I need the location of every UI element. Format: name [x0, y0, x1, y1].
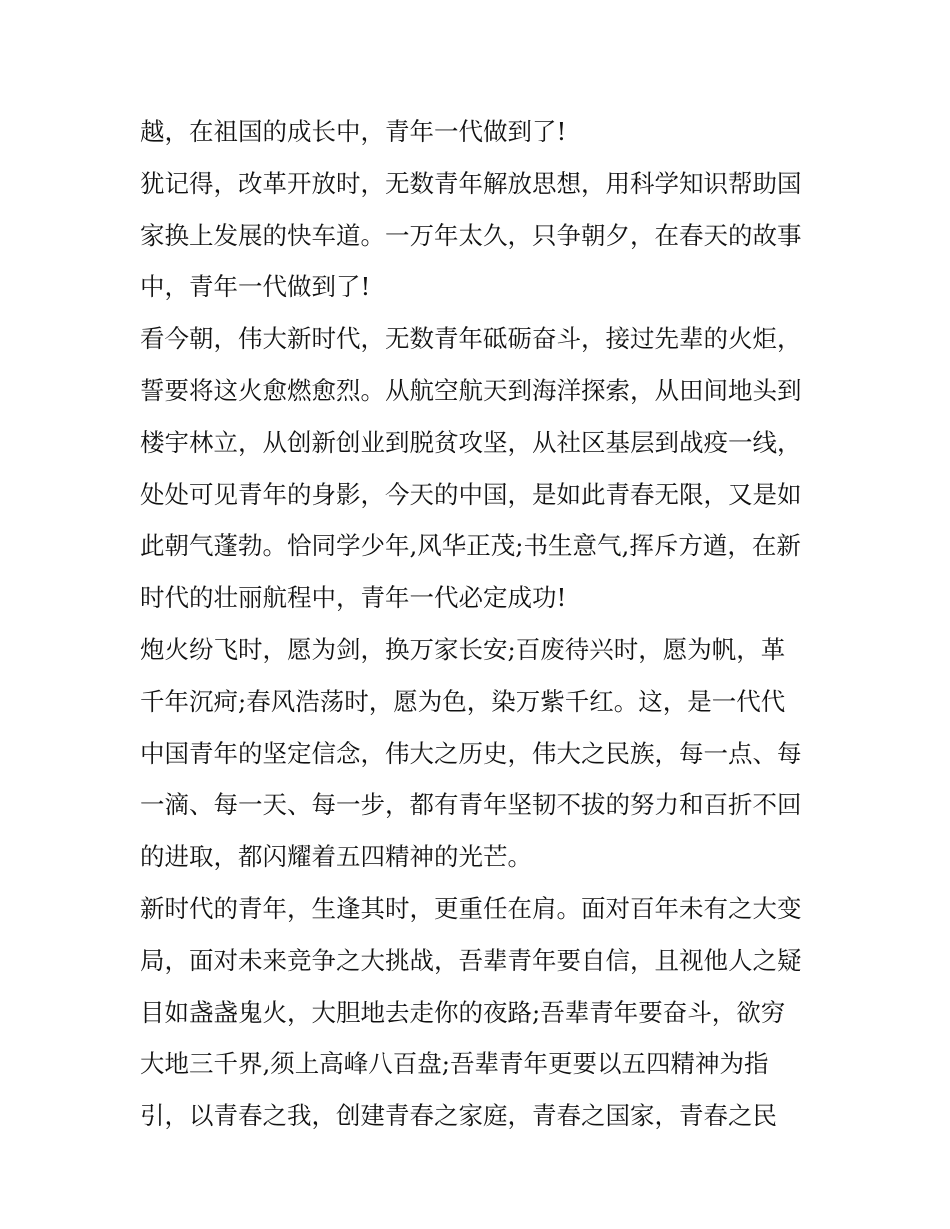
text-line: 楼宇林立，从创新创业到脱贫攻坚，从社区基层到战疫一线， [140, 427, 802, 457]
text-line: 一滴、每一天、每一步，都有青年坚韧不拔的努力和百折不回 [140, 790, 802, 820]
text-line: 中国青年的坚定信念，伟大之历史，伟大之民族，每一点、每 [140, 738, 802, 768]
text-line: 新时代的青年，生逢其时，更重任在肩。面对百年未有之大变 [140, 893, 802, 923]
text-line: 处处可见青年的身影，今天的中国，是如此青春无限，又是如 [140, 479, 802, 509]
text-line: 目如盏盏鬼火，大胆地去走你的夜路;吾辈青年要奋斗，欲穷 [140, 997, 786, 1027]
text-line: 此朝气蓬勃。恰同学少年,风华正茂;书生意气,挥斥方遒，在新 [140, 531, 801, 561]
text-line: 的进取，都闪耀着五四精神的光芒。 [140, 842, 532, 872]
text-line: 越，在祖国的成长中，青年一代做到了! [140, 117, 567, 146]
text-line: 引，以青春之我，创建青春之家庭，青春之国家，青春之民 [140, 1101, 777, 1131]
text-line: 局，面对未来竞争之大挑战，吾辈青年要自信，且视他人之疑 [140, 945, 802, 975]
text-line: 誓要将这火愈燃愈烈。从航空航天到海洋探索，从田间地头到 [140, 375, 802, 405]
text-line: 大地三千界,须上高峰八百盘;吾辈青年更要以五四精神为指 [140, 1049, 769, 1079]
text-line: 犹记得，改革开放时，无数青年解放思想，用科学知识帮助国 [140, 168, 802, 198]
text-line: 炮火纷飞时，愿为剑，换万家长安;百废待兴时，愿为帆，革 [140, 634, 786, 664]
text-line: 千年沉疴;春风浩荡时，愿为色，染万紫千红。这，是一代代 [140, 686, 786, 716]
body-text [140, 106, 830, 1142]
text-line: 中，青年一代做到了! [140, 272, 371, 302]
text-line: 家换上发展的快车道。一万年太久，只争朝夕，在春天的故事 [140, 220, 802, 250]
text-line: 时代的壮丽航程中，青年一代必定成功! [140, 583, 567, 613]
text-line: 看今朝，伟大新时代，无数青年砥砺奋斗，接过先辈的火炬， [140, 324, 802, 354]
